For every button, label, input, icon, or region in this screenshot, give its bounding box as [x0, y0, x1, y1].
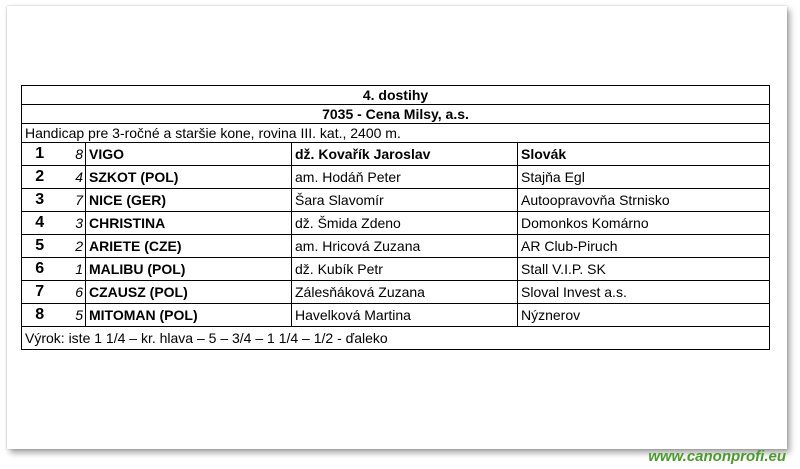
result-verdict: Výrok: iste 1 1/4 – kr. hlava – 5 – 3/4 – 1 1/4 – 1/2 - ďaleko	[22, 327, 770, 350]
jockey-name: dž. Kovařík Jaroslav	[292, 143, 518, 166]
owner-name: Stall V.I.P. SK	[518, 258, 770, 281]
jockey-name: dž. Šmida Zdeno	[292, 212, 518, 235]
result-row	[22, 143, 770, 166]
owner-name: Nýznerov	[518, 304, 770, 327]
finish-position: 7	[22, 281, 58, 304]
finish-position: 2	[22, 166, 58, 189]
jockey-name: Šara Slavomír	[292, 189, 518, 212]
owner-name: Stajňa Egl	[518, 166, 770, 189]
race-results-table	[21, 85, 770, 350]
result-row	[22, 212, 770, 235]
owner-name: Autoopravovňa Strnisko	[518, 189, 770, 212]
jockey-name: Havelková Martina	[292, 304, 518, 327]
start-number: 7	[58, 189, 86, 212]
owner-name: Slovák	[518, 143, 770, 166]
result-row	[22, 166, 770, 189]
start-number: 5	[58, 304, 86, 327]
horse-name: VIGO	[86, 143, 292, 166]
race-title: 4. dostihy	[22, 86, 770, 105]
result-row	[22, 304, 770, 327]
start-number: 1	[58, 258, 86, 281]
finish-position: 4	[22, 212, 58, 235]
finish-position: 6	[22, 258, 58, 281]
result-row	[22, 281, 770, 304]
jockey-name: am. Hodáň Peter	[292, 166, 518, 189]
horse-name: SZKOT (POL)	[86, 166, 292, 189]
horse-name: NICE (GER)	[86, 189, 292, 212]
race-conditions: Handicap pre 3-ročné a staršie kone, rovina III. kat., 2400 m.	[22, 124, 770, 143]
horse-name: MITOMAN (POL)	[86, 304, 292, 327]
result-row	[22, 189, 770, 212]
result-row	[22, 258, 770, 281]
owner-name: AR Club-Piruch	[518, 235, 770, 258]
watermark: www.canonprofi.eu	[648, 448, 786, 465]
start-number: 3	[58, 212, 86, 235]
horse-name: ARIETE (CZE)	[86, 235, 292, 258]
horse-name: CHRISTINA	[86, 212, 292, 235]
race-name: 7035 - Cena Milsy, a.s.	[22, 105, 770, 124]
jockey-name: Zálesňáková Zuzana	[292, 281, 518, 304]
owner-name: Sloval Invest a.s.	[518, 281, 770, 304]
result-row	[22, 235, 770, 258]
start-number: 6	[58, 281, 86, 304]
start-number: 8	[58, 143, 86, 166]
horse-name: MALIBU (POL)	[86, 258, 292, 281]
finish-position: 3	[22, 189, 58, 212]
finish-position: 5	[22, 235, 58, 258]
jockey-name: dž. Kubík Petr	[292, 258, 518, 281]
jockey-name: am. Hricová Zuzana	[292, 235, 518, 258]
horse-name: CZAUSZ (POL)	[86, 281, 292, 304]
finish-position: 8	[22, 304, 58, 327]
finish-position: 1	[22, 143, 58, 166]
start-number: 4	[58, 166, 86, 189]
owner-name: Domonkos Komárno	[518, 212, 770, 235]
start-number: 2	[58, 235, 86, 258]
